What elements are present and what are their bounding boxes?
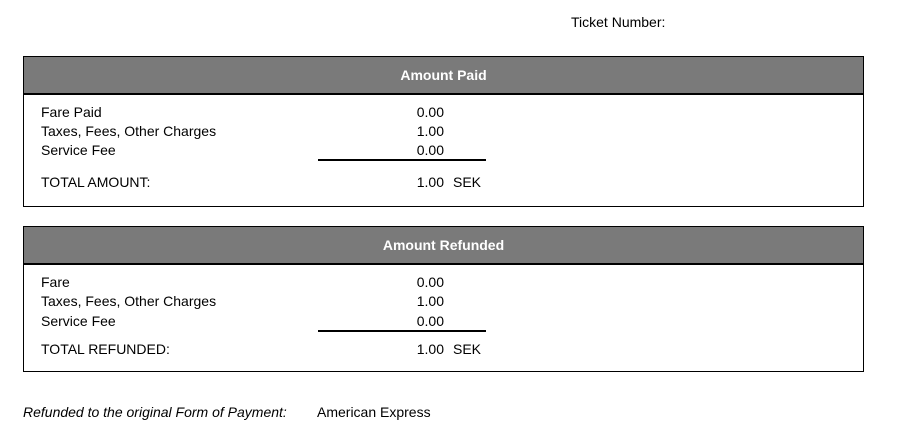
total-label: TOTAL REFUNDED: bbox=[41, 341, 170, 357]
row-label: Taxes, Fees, Other Charges bbox=[41, 123, 217, 139]
row-label: Service Fee bbox=[41, 313, 116, 329]
row-value: 0.00 bbox=[416, 104, 444, 120]
total-label: TOTAL AMOUNT: bbox=[41, 174, 151, 190]
currency-code: SEK bbox=[453, 174, 482, 190]
currency-code: SEK bbox=[453, 341, 482, 357]
amount-refunded-section bbox=[23, 226, 864, 372]
row-value: 0.00 bbox=[416, 274, 444, 290]
row-label: Fare bbox=[41, 274, 70, 290]
row-value: 1.00 bbox=[416, 123, 444, 139]
amount-paid-header: Amount Paid bbox=[24, 57, 863, 95]
refund-method-label: Refunded to the original Form of Payment: bbox=[23, 404, 287, 420]
row-label: Taxes, Fees, Other Charges bbox=[41, 293, 217, 309]
row-value: 1.00 bbox=[416, 293, 444, 309]
payment-method-value: American Express bbox=[317, 404, 431, 420]
row-value: 0.00 bbox=[416, 313, 444, 329]
subtotal-rule bbox=[318, 330, 486, 332]
row-label: Service Fee bbox=[41, 142, 116, 158]
refund-payment-line bbox=[23, 404, 431, 420]
amount-paid-section bbox=[23, 56, 864, 207]
subtotal-rule bbox=[318, 159, 486, 161]
ticket-number-label: Ticket Number: bbox=[571, 14, 666, 30]
total-value: 1.00 bbox=[416, 174, 444, 190]
amount-refunded-header: Amount Refunded bbox=[24, 227, 863, 265]
row-value: 0.00 bbox=[416, 142, 444, 158]
row-label: Fare Paid bbox=[41, 104, 102, 120]
total-value: 1.00 bbox=[416, 341, 444, 357]
